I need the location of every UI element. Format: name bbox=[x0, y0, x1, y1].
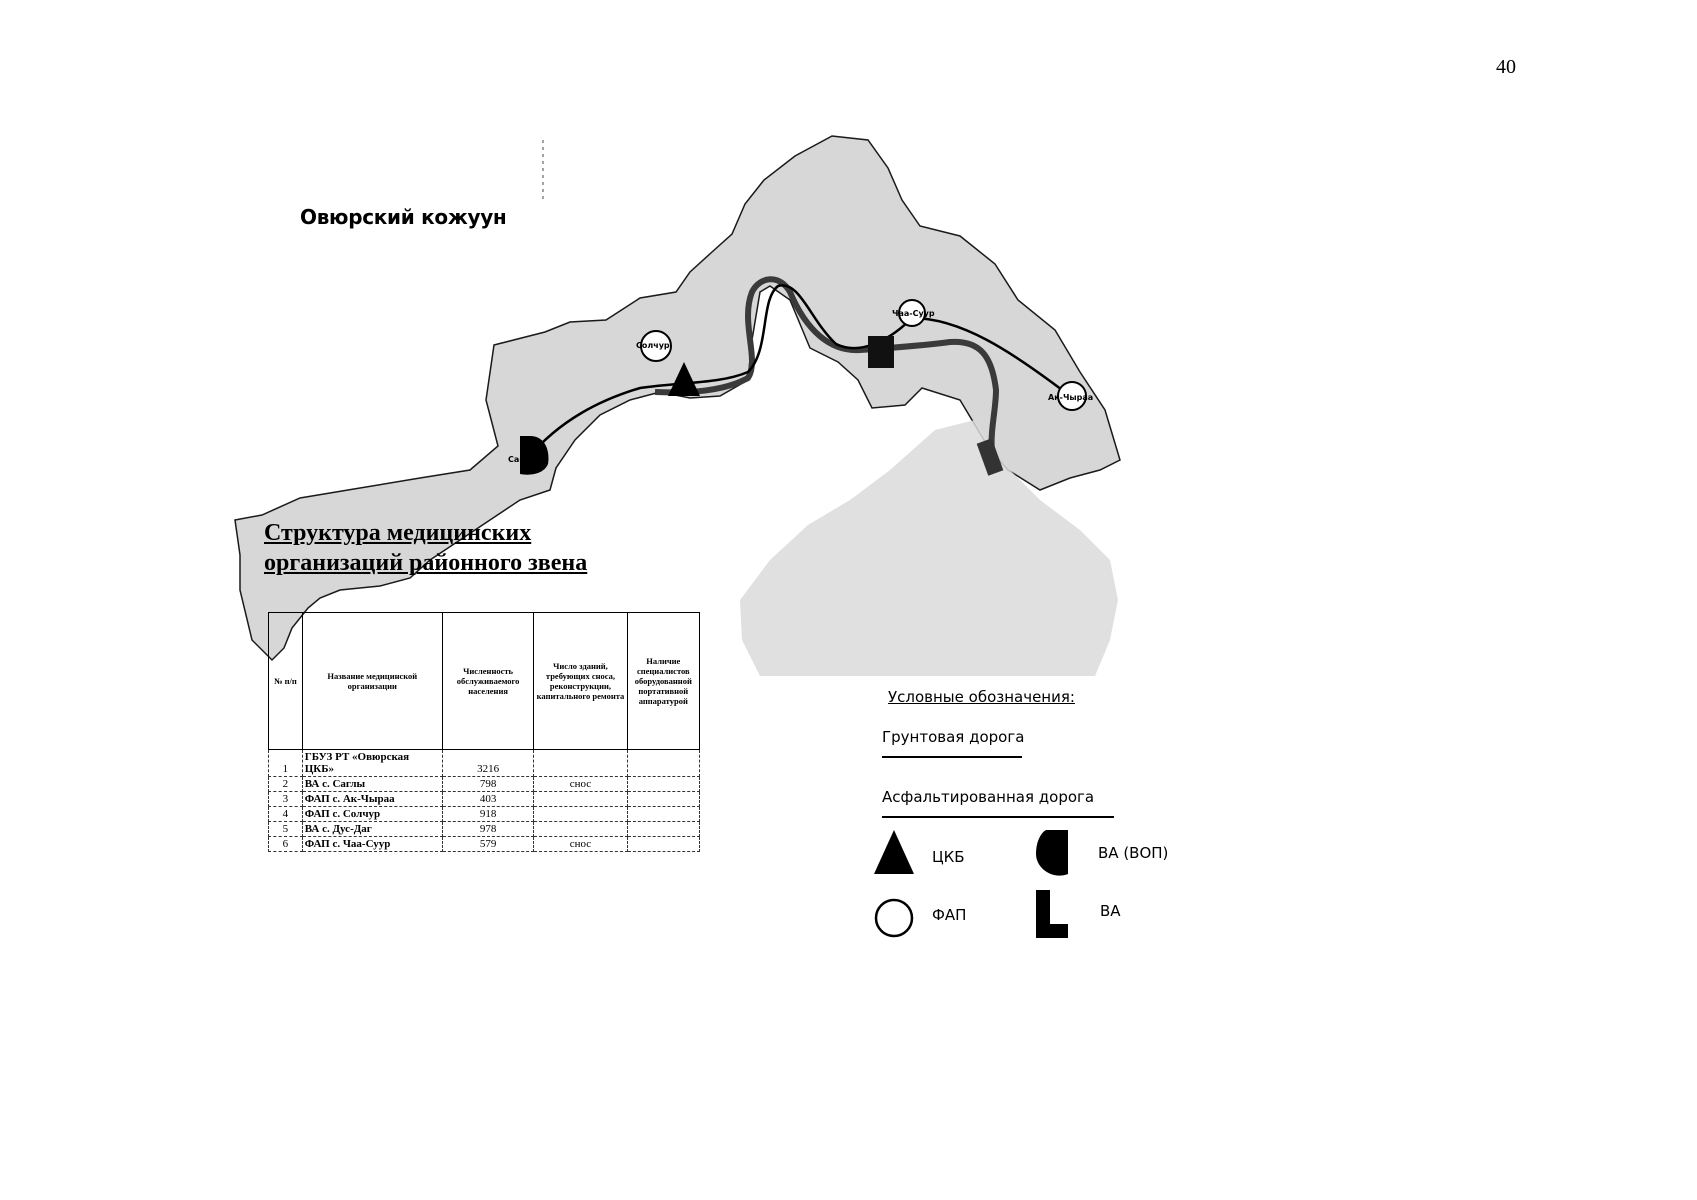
column-header: № п/п bbox=[269, 613, 303, 750]
legend-heading: Условные обозначения: bbox=[888, 688, 1075, 706]
table-row bbox=[269, 822, 700, 837]
column-header: Название медицинской организации bbox=[302, 613, 442, 750]
equipment bbox=[627, 792, 699, 807]
paved-road-line bbox=[882, 816, 1114, 818]
table-row bbox=[269, 792, 700, 807]
district-title: Овюрский кожуун bbox=[300, 205, 507, 229]
population: 918 bbox=[442, 807, 534, 822]
structure-title-line: организаций районного звена bbox=[264, 550, 588, 576]
org-name: ВА с. Саглы bbox=[302, 777, 442, 792]
org-name: ФАП с. Солчур bbox=[302, 807, 442, 822]
buildings: снос bbox=[534, 777, 627, 792]
equipment bbox=[627, 837, 699, 852]
settlement-label: Саглы bbox=[508, 455, 537, 464]
buildings bbox=[534, 750, 627, 777]
row-number: 5 bbox=[269, 822, 303, 837]
column-header: Наличие специалистов оборудованной портативной аппаратурой bbox=[627, 613, 699, 750]
equipment bbox=[627, 777, 699, 792]
population: 978 bbox=[442, 822, 534, 837]
table-row bbox=[269, 837, 700, 852]
org-name: ФАП с. Ак-Чыраа bbox=[302, 792, 442, 807]
l-shape-icon bbox=[868, 336, 894, 368]
population: 579 bbox=[442, 837, 534, 852]
row-number: 2 bbox=[269, 777, 303, 792]
row-number: 6 bbox=[269, 837, 303, 852]
row-number: 3 bbox=[269, 792, 303, 807]
circle-icon bbox=[872, 896, 916, 940]
buildings bbox=[534, 807, 627, 822]
settlement-label: Чаа-Суур bbox=[892, 309, 935, 318]
legend-dirt-road: Грунтовая дорога bbox=[882, 728, 1025, 746]
legend-symbol-label: ФАП bbox=[932, 906, 967, 924]
table-row bbox=[269, 750, 700, 777]
equipment bbox=[627, 822, 699, 837]
page-number: 40 bbox=[1496, 56, 1516, 78]
structure-title bbox=[264, 518, 587, 578]
triangle-icon bbox=[872, 828, 916, 878]
half-oval-icon bbox=[1032, 828, 1072, 880]
column-header: Число зданий, требующих сноса, реконструкции, капитального ремонта bbox=[534, 613, 627, 750]
legend-symbol-label: ВА bbox=[1100, 902, 1121, 920]
dirt-road-line bbox=[882, 756, 1022, 758]
row-number: 4 bbox=[269, 807, 303, 822]
l-shape-icon bbox=[1032, 888, 1072, 940]
population: 403 bbox=[442, 792, 534, 807]
org-name: ФАП с. Чаа-Суур bbox=[302, 837, 442, 852]
org-name: ВА с. Дус-Даг bbox=[302, 822, 442, 837]
column-header: Численность обслуживаемого населения bbox=[442, 613, 534, 750]
org-name: ГБУЗ РТ «Овюрская ЦКБ» bbox=[302, 750, 442, 777]
settlement-label: Ак-Чыраа bbox=[1048, 393, 1094, 402]
population: 798 bbox=[442, 777, 534, 792]
buildings bbox=[534, 822, 627, 837]
row-number: 1 bbox=[269, 750, 303, 777]
legend-symbol-label: ЦКБ bbox=[932, 848, 965, 866]
structure-title-line: Структура медицинских bbox=[264, 520, 532, 546]
table-row bbox=[269, 777, 700, 792]
population: 3216 bbox=[442, 750, 534, 777]
table-row bbox=[269, 807, 700, 822]
buildings: снос bbox=[534, 837, 627, 852]
legend-symbol-label: ВА (ВОП) bbox=[1098, 844, 1169, 862]
org-table-wrapper bbox=[268, 612, 700, 896]
settlement-label: Солчур bbox=[636, 341, 670, 350]
buildings bbox=[534, 792, 627, 807]
org-table bbox=[268, 612, 700, 852]
legend-paved-road: Асфальтированная дорога bbox=[882, 788, 1095, 806]
equipment bbox=[627, 807, 699, 822]
equipment bbox=[627, 750, 699, 777]
